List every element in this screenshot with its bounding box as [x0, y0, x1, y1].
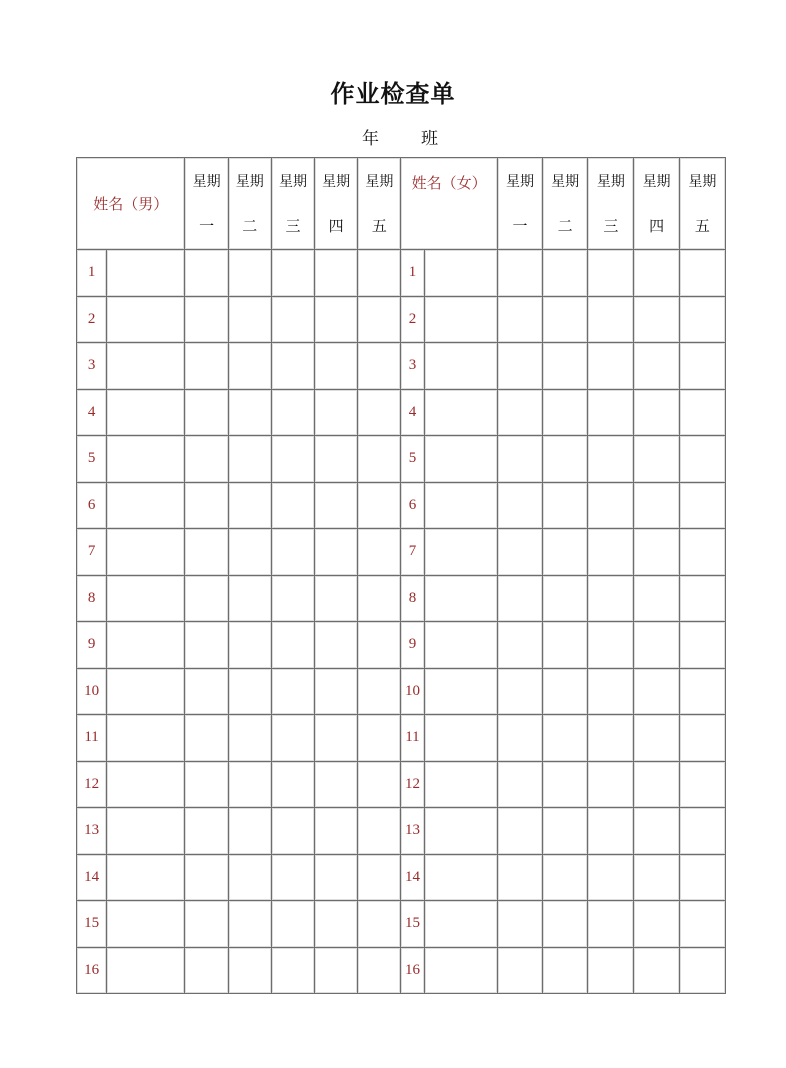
homework-check-table — [76, 157, 726, 994]
male-check-cell-day-5[interactable] — [358, 575, 401, 622]
female-name-cell[interactable] — [424, 622, 497, 669]
table-row — [77, 482, 726, 529]
female-check-cell-day-4[interactable] — [634, 901, 679, 948]
male-check-cell-day-3[interactable] — [271, 482, 314, 529]
male-check-cell-day-2[interactable] — [228, 808, 271, 855]
male-day-header-2: 星期 二 — [228, 158, 271, 250]
male-row-number: 14 — [77, 854, 107, 901]
female-check-cell-day-3[interactable] — [588, 668, 634, 715]
female-row-number: 12 — [401, 761, 424, 808]
male-check-cell-day-1[interactable] — [185, 761, 228, 808]
female-check-cell-day-4[interactable] — [634, 343, 679, 390]
female-check-cell-day-2[interactable] — [543, 296, 588, 343]
table-row — [77, 575, 726, 622]
male-row-number: 5 — [77, 436, 107, 483]
female-check-cell-day-3[interactable] — [588, 250, 634, 297]
male-check-cell-day-3[interactable] — [271, 343, 314, 390]
male-row-number: 3 — [77, 343, 107, 390]
female-name-cell[interactable] — [424, 947, 497, 994]
female-name-cell[interactable] — [424, 668, 497, 715]
female-check-cell-day-3[interactable] — [588, 482, 634, 529]
female-day-header-4: 星期 四 — [634, 158, 679, 250]
female-check-cell-day-3[interactable] — [588, 622, 634, 669]
male-check-cell-day-2[interactable] — [228, 436, 271, 483]
table-row — [77, 947, 726, 994]
female-check-cell-day-3[interactable] — [588, 436, 634, 483]
male-check-cell-day-1[interactable] — [185, 901, 228, 948]
male-check-cell-day-3[interactable] — [271, 250, 314, 297]
male-check-cell-day-5[interactable] — [358, 250, 401, 297]
female-day-header-2: 星期 二 — [543, 158, 588, 250]
male-check-cell-day-4[interactable] — [315, 482, 358, 529]
male-check-cell-day-3[interactable] — [271, 436, 314, 483]
male-check-cell-day-5[interactable] — [358, 808, 401, 855]
female-check-cell-day-4[interactable] — [634, 529, 679, 576]
female-row-number: 9 — [401, 622, 424, 669]
male-check-cell-day-1[interactable] — [185, 436, 228, 483]
female-check-cell-day-4[interactable] — [634, 436, 679, 483]
female-check-cell-day-4[interactable] — [634, 947, 679, 994]
female-check-cell-day-1[interactable] — [497, 482, 542, 529]
female-check-cell-day-2[interactable] — [543, 761, 588, 808]
male-name-cell[interactable] — [107, 296, 185, 343]
female-name-header: 姓名（女） — [401, 158, 497, 250]
male-check-cell-day-2[interactable] — [228, 622, 271, 669]
female-check-cell-day-4[interactable] — [634, 482, 679, 529]
female-check-cell-day-5[interactable] — [679, 296, 725, 343]
female-check-cell-day-4[interactable] — [634, 575, 679, 622]
male-check-cell-day-5[interactable] — [358, 389, 401, 436]
female-row-number: 1 — [401, 250, 424, 297]
male-check-cell-day-4[interactable] — [315, 901, 358, 948]
male-check-cell-day-5[interactable] — [358, 761, 401, 808]
female-check-cell-day-3[interactable] — [588, 343, 634, 390]
male-row-number: 12 — [77, 761, 107, 808]
female-row-number: 6 — [401, 482, 424, 529]
male-row-number: 15 — [77, 901, 107, 948]
class-label: 班 — [421, 129, 438, 149]
male-check-cell-day-4[interactable] — [315, 947, 358, 994]
table-row — [77, 296, 726, 343]
female-check-cell-day-2[interactable] — [543, 389, 588, 436]
male-check-cell-day-1[interactable] — [185, 947, 228, 994]
female-check-cell-day-5[interactable] — [679, 808, 725, 855]
female-check-cell-day-2[interactable] — [543, 854, 588, 901]
male-check-cell-day-1[interactable] — [185, 250, 228, 297]
table-row — [77, 529, 726, 576]
grade-class-line — [0, 122, 786, 150]
male-check-cell-day-4[interactable] — [315, 808, 358, 855]
female-row-number: 15 — [401, 901, 424, 948]
male-check-cell-day-2[interactable] — [228, 343, 271, 390]
table-row — [77, 436, 726, 483]
male-check-cell-day-4[interactable] — [315, 761, 358, 808]
male-row-number: 16 — [77, 947, 107, 994]
male-check-cell-day-1[interactable] — [185, 482, 228, 529]
male-check-cell-day-2[interactable] — [228, 575, 271, 622]
male-check-cell-day-3[interactable] — [271, 947, 314, 994]
male-check-cell-day-5[interactable] — [358, 668, 401, 715]
male-check-cell-day-4[interactable] — [315, 575, 358, 622]
male-check-cell-day-1[interactable] — [185, 622, 228, 669]
male-row-number: 1 — [77, 250, 107, 297]
male-check-cell-day-4[interactable] — [315, 250, 358, 297]
female-check-cell-day-5[interactable] — [679, 250, 725, 297]
female-check-cell-day-2[interactable] — [543, 436, 588, 483]
female-check-cell-day-2[interactable] — [543, 575, 588, 622]
male-check-cell-day-3[interactable] — [271, 668, 314, 715]
female-check-cell-day-1[interactable] — [497, 715, 542, 762]
male-check-cell-day-3[interactable] — [271, 296, 314, 343]
male-check-cell-day-2[interactable] — [228, 529, 271, 576]
female-check-cell-day-4[interactable] — [634, 668, 679, 715]
male-check-cell-day-2[interactable] — [228, 901, 271, 948]
male-check-cell-day-3[interactable] — [271, 575, 314, 622]
table-row — [77, 250, 726, 297]
table-row — [77, 808, 726, 855]
female-row-number: 14 — [401, 854, 424, 901]
female-check-cell-day-5[interactable] — [679, 947, 725, 994]
female-check-cell-day-1[interactable] — [497, 901, 542, 948]
male-row-number: 10 — [77, 668, 107, 715]
female-check-cell-day-3[interactable] — [588, 529, 634, 576]
female-check-cell-day-1[interactable] — [497, 668, 542, 715]
female-check-cell-day-4[interactable] — [634, 854, 679, 901]
male-check-cell-day-1[interactable] — [185, 668, 228, 715]
male-name-cell[interactable] — [107, 622, 185, 669]
female-name-cell[interactable] — [424, 389, 497, 436]
male-row-number: 2 — [77, 296, 107, 343]
male-check-cell-day-1[interactable] — [185, 575, 228, 622]
female-check-cell-day-4[interactable] — [634, 250, 679, 297]
female-name-cell[interactable] — [424, 854, 497, 901]
header-row — [77, 158, 726, 250]
table-row — [77, 668, 726, 715]
female-row-number: 3 — [401, 343, 424, 390]
male-name-cell[interactable] — [107, 854, 185, 901]
male-check-cell-day-5[interactable] — [358, 854, 401, 901]
male-check-cell-day-1[interactable] — [185, 808, 228, 855]
table-row — [77, 622, 726, 669]
male-day-header-5: 星期 五 — [358, 158, 401, 250]
female-name-cell[interactable] — [424, 575, 497, 622]
female-name-cell[interactable] — [424, 296, 497, 343]
female-check-cell-day-2[interactable] — [543, 250, 588, 297]
male-check-cell-day-4[interactable] — [315, 389, 358, 436]
male-name-cell[interactable] — [107, 808, 185, 855]
male-day-header-4: 星期 四 — [315, 158, 358, 250]
male-name-cell[interactable] — [107, 482, 185, 529]
male-check-cell-day-1[interactable] — [185, 343, 228, 390]
female-day-header-3: 星期 三 — [588, 158, 634, 250]
female-check-cell-day-2[interactable] — [543, 482, 588, 529]
male-check-cell-day-5[interactable] — [358, 529, 401, 576]
document-title: 作业检查单 — [330, 80, 456, 108]
female-check-cell-day-3[interactable] — [588, 854, 634, 901]
female-check-cell-day-2[interactable] — [543, 622, 588, 669]
male-check-cell-day-3[interactable] — [271, 761, 314, 808]
female-check-cell-day-1[interactable] — [497, 947, 542, 994]
table-row — [77, 343, 726, 390]
female-check-cell-day-2[interactable] — [543, 808, 588, 855]
table-row — [77, 715, 726, 762]
female-check-cell-day-1[interactable] — [497, 436, 542, 483]
female-name-cell[interactable] — [424, 715, 497, 762]
female-check-cell-day-3[interactable] — [588, 901, 634, 948]
female-check-cell-day-5[interactable] — [679, 622, 725, 669]
female-check-cell-day-3[interactable] — [588, 715, 634, 762]
male-check-cell-day-2[interactable] — [228, 668, 271, 715]
female-check-cell-day-5[interactable] — [679, 901, 725, 948]
male-name-cell[interactable] — [107, 715, 185, 762]
female-check-cell-day-5[interactable] — [679, 668, 725, 715]
male-name-cell[interactable] — [107, 575, 185, 622]
female-check-cell-day-5[interactable] — [679, 482, 725, 529]
male-check-cell-day-4[interactable] — [315, 622, 358, 669]
female-name-cell[interactable] — [424, 901, 497, 948]
male-check-cell-day-4[interactable] — [315, 436, 358, 483]
female-row-number: 4 — [401, 389, 424, 436]
female-check-cell-day-1[interactable] — [497, 808, 542, 855]
male-check-cell-day-2[interactable] — [228, 947, 271, 994]
female-row-number: 10 — [401, 668, 424, 715]
female-check-cell-day-3[interactable] — [588, 389, 634, 436]
male-day-header-1: 星期 一 — [185, 158, 228, 250]
male-check-cell-day-3[interactable] — [271, 389, 314, 436]
female-check-cell-day-1[interactable] — [497, 529, 542, 576]
female-check-cell-day-1[interactable] — [497, 761, 542, 808]
male-check-cell-day-1[interactable] — [185, 715, 228, 762]
male-check-cell-day-5[interactable] — [358, 622, 401, 669]
male-check-cell-day-5[interactable] — [358, 901, 401, 948]
female-check-cell-day-2[interactable] — [543, 343, 588, 390]
male-row-number: 6 — [77, 482, 107, 529]
female-check-cell-day-2[interactable] — [543, 901, 588, 948]
female-check-cell-day-4[interactable] — [634, 808, 679, 855]
male-name-cell[interactable] — [107, 761, 185, 808]
female-check-cell-day-1[interactable] — [497, 622, 542, 669]
female-check-cell-day-2[interactable] — [543, 947, 588, 994]
male-day-header-3: 星期 三 — [271, 158, 314, 250]
female-name-cell[interactable] — [424, 761, 497, 808]
table-row — [77, 901, 726, 948]
female-check-cell-day-1[interactable] — [497, 854, 542, 901]
male-row-number: 11 — [77, 715, 107, 762]
female-check-cell-day-5[interactable] — [679, 436, 725, 483]
female-check-cell-day-3[interactable] — [588, 761, 634, 808]
female-check-cell-day-5[interactable] — [679, 343, 725, 390]
male-check-cell-day-2[interactable] — [228, 482, 271, 529]
female-row-number: 8 — [401, 575, 424, 622]
male-check-cell-day-3[interactable] — [271, 808, 314, 855]
male-name-cell[interactable] — [107, 947, 185, 994]
male-check-cell-day-1[interactable] — [185, 296, 228, 343]
male-name-header: 姓名（男） — [77, 158, 185, 250]
male-check-cell-day-5[interactable] — [358, 296, 401, 343]
male-check-cell-day-3[interactable] — [271, 715, 314, 762]
female-check-cell-day-4[interactable] — [634, 761, 679, 808]
female-day-header-5: 星期 五 — [679, 158, 725, 250]
male-name-cell[interactable] — [107, 529, 185, 576]
female-check-cell-day-4[interactable] — [634, 622, 679, 669]
female-check-cell-day-5[interactable] — [679, 575, 725, 622]
female-name-cell[interactable] — [424, 529, 497, 576]
male-check-cell-day-5[interactable] — [358, 482, 401, 529]
female-row-number: 13 — [401, 808, 424, 855]
male-check-cell-day-2[interactable] — [228, 854, 271, 901]
male-row-number: 9 — [77, 622, 107, 669]
female-check-cell-day-1[interactable] — [497, 343, 542, 390]
female-check-cell-day-1[interactable] — [497, 575, 542, 622]
female-row-number: 11 — [401, 715, 424, 762]
female-name-cell[interactable] — [424, 343, 497, 390]
male-check-cell-day-2[interactable] — [228, 715, 271, 762]
male-name-cell[interactable] — [107, 901, 185, 948]
female-check-cell-day-2[interactable] — [543, 715, 588, 762]
female-check-cell-day-4[interactable] — [634, 296, 679, 343]
female-row-number: 16 — [401, 947, 424, 994]
male-check-cell-day-4[interactable] — [315, 854, 358, 901]
male-check-cell-day-2[interactable] — [228, 389, 271, 436]
female-check-cell-day-5[interactable] — [679, 529, 725, 576]
female-name-cell[interactable] — [424, 250, 497, 297]
male-check-cell-day-3[interactable] — [271, 901, 314, 948]
male-check-cell-day-1[interactable] — [185, 389, 228, 436]
female-check-cell-day-2[interactable] — [543, 529, 588, 576]
male-check-cell-day-5[interactable] — [358, 436, 401, 483]
female-check-cell-day-4[interactable] — [634, 715, 679, 762]
male-check-cell-day-5[interactable] — [358, 343, 401, 390]
grade-label: 年 — [362, 129, 379, 149]
female-day-header-1: 星期 一 — [497, 158, 542, 250]
male-name-cell[interactable] — [107, 668, 185, 715]
male-row-number: 13 — [77, 808, 107, 855]
female-check-cell-day-5[interactable] — [679, 761, 725, 808]
female-row-number: 5 — [401, 436, 424, 483]
table-row — [77, 389, 726, 436]
male-check-cell-day-2[interactable] — [228, 250, 271, 297]
female-check-cell-day-2[interactable] — [543, 668, 588, 715]
male-name-cell[interactable] — [107, 436, 185, 483]
male-name-cell[interactable] — [107, 389, 185, 436]
female-name-cell[interactable] — [424, 808, 497, 855]
female-check-cell-day-1[interactable] — [497, 389, 542, 436]
female-name-cell[interactable] — [424, 482, 497, 529]
male-check-cell-day-3[interactable] — [271, 622, 314, 669]
male-check-cell-day-4[interactable] — [315, 529, 358, 576]
male-check-cell-day-2[interactable] — [228, 296, 271, 343]
female-check-cell-day-5[interactable] — [679, 854, 725, 901]
male-check-cell-day-5[interactable] — [358, 715, 401, 762]
table-row — [77, 761, 726, 808]
female-row-number: 7 — [401, 529, 424, 576]
female-check-cell-day-3[interactable] — [588, 296, 634, 343]
male-check-cell-day-3[interactable] — [271, 529, 314, 576]
female-check-cell-day-1[interactable] — [497, 296, 542, 343]
female-check-cell-day-3[interactable] — [588, 808, 634, 855]
male-name-cell[interactable] — [107, 343, 185, 390]
male-name-cell[interactable] — [107, 250, 185, 297]
table-row — [77, 854, 726, 901]
female-check-cell-day-3[interactable] — [588, 575, 634, 622]
male-check-cell-day-3[interactable] — [271, 854, 314, 901]
male-check-cell-day-2[interactable] — [228, 761, 271, 808]
male-row-number: 7 — [77, 529, 107, 576]
male-check-cell-day-4[interactable] — [315, 296, 358, 343]
female-check-cell-day-3[interactable] — [588, 947, 634, 994]
male-check-cell-day-4[interactable] — [315, 715, 358, 762]
male-row-number: 4 — [77, 389, 107, 436]
male-check-cell-day-4[interactable] — [315, 343, 358, 390]
male-row-number: 8 — [77, 575, 107, 622]
female-row-number: 2 — [401, 296, 424, 343]
female-check-cell-day-5[interactable] — [679, 715, 725, 762]
male-check-cell-day-1[interactable] — [185, 854, 228, 901]
female-check-cell-day-4[interactable] — [634, 389, 679, 436]
male-check-cell-day-1[interactable] — [185, 529, 228, 576]
male-check-cell-day-5[interactable] — [358, 947, 401, 994]
female-check-cell-day-1[interactable] — [497, 250, 542, 297]
male-check-cell-day-4[interactable] — [315, 668, 358, 715]
female-name-cell[interactable] — [424, 436, 497, 483]
female-check-cell-day-5[interactable] — [679, 389, 725, 436]
